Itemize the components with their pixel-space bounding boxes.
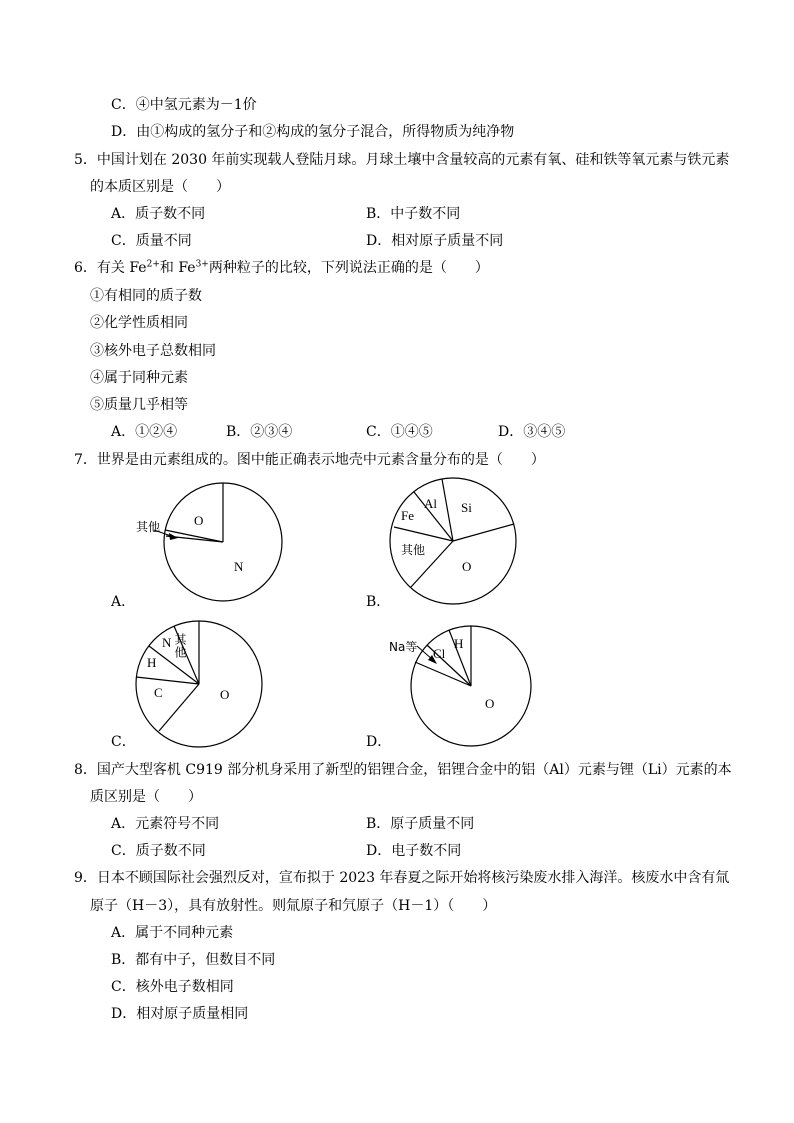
- pie-d-label-o: O: [485, 696, 495, 711]
- pie-a-label-other: 其他: [136, 520, 161, 534]
- q6-option-a: A．①②④: [111, 424, 178, 440]
- q8-stem-line2: 质区别是（ ）: [90, 789, 202, 805]
- q6-option-c: C．①④⑤: [366, 424, 433, 440]
- pie-a-label-n: N: [234, 559, 244, 574]
- pie-chart-c: [132, 616, 267, 751]
- q6-charge-3plus: 3+: [195, 259, 209, 270]
- q6-statement-4: ④属于同种元素: [90, 370, 188, 386]
- q6-charge-2plus: 2+: [146, 259, 160, 270]
- q6-stem-mid: 和 Fe: [159, 260, 196, 276]
- q7-stem: 7．世界是由元素组成的。图中能正确表示地壳中元素含量分布的是（ ）: [74, 452, 545, 468]
- pie-c-label-other: 其他: [173, 633, 187, 659]
- q5-option-a: A．质子数不同: [111, 206, 206, 222]
- q5-stem-line1: 5．中国计划在 2030 年前实现载人登陆月球。月球土壤中含量较高的元素有氧、硅和铁等氧元素与铁元素: [74, 152, 730, 168]
- pie-c-label-c: C: [154, 685, 163, 700]
- q8-option-b: B．原子质量不同: [366, 816, 475, 832]
- pie-chart-a: [130, 480, 310, 605]
- q5-option-d: D．相对原子质量不同: [366, 233, 504, 249]
- pie-a-label-o: O: [194, 513, 204, 528]
- q5-option-c: C．质量不同: [111, 233, 192, 249]
- q6-statement-3: ③核外电子总数相同: [90, 343, 216, 359]
- q9-option-d: D．相对原子质量相同: [111, 1006, 249, 1022]
- q8-option-a: A．元素符号不同: [111, 816, 220, 832]
- q5-stem-line2: 的本质区别是（ ）: [90, 179, 230, 195]
- pie-b-divider-5: [453, 524, 514, 541]
- q6-stem-pre: 6．有关 Fe: [74, 260, 147, 276]
- pie-b-label-si: Si: [461, 500, 472, 515]
- q8-option-c: C．质子数不同: [111, 843, 206, 859]
- q8-stem-line1: 8．国产大型客机 C919 部分机身采用了新型的铝锂合金，铝锂合金中的铝（Al）元素与锂（Li）元素的本: [74, 762, 732, 778]
- pie-d-label-cl: Cl: [433, 646, 446, 661]
- pie-b-label-al: Al: [424, 496, 437, 511]
- q6-statement-5: ⑤质量几乎相等: [90, 397, 188, 413]
- pie-c-divider-4: [136, 677, 199, 684]
- q7-option-a: A．: [111, 594, 136, 610]
- pie-c-label-h: H: [147, 655, 157, 670]
- q6-option-b: B．②③④: [226, 424, 293, 440]
- q6-statement-2: ②化学性质相同: [90, 315, 188, 331]
- pie-d-label-h: H: [454, 636, 464, 651]
- pie-b-label-o: O: [462, 559, 472, 574]
- q9-stem-line1: 9．日本不顾国际社会强烈反对，宣布拟于 2023 年春夏之际开始将核污染废水排入海洋。核废水中含有氚: [74, 870, 730, 886]
- q9-option-b: B．都有中子，但数目不同: [111, 952, 276, 968]
- q8-option-d: D．电子数不同: [366, 843, 462, 859]
- q7-option-b: B．: [366, 594, 391, 610]
- q6-statement-1: ①有相同的质子数: [90, 288, 202, 304]
- q6-stem: [74, 259, 489, 277]
- pie-b-label-other: 其他: [401, 543, 426, 557]
- pie-b-label-fe: Fe: [401, 508, 414, 523]
- pie-chart-d: [385, 620, 535, 750]
- q5-option-b: B．中子数不同: [366, 206, 461, 222]
- q9-option-c: C．核外电子数相同: [111, 979, 234, 995]
- q9-option-a: A．属于不同种元素: [111, 925, 234, 941]
- q6-stem-post: 两种粒子的比较，下列说法正确的是（ ）: [208, 260, 489, 276]
- q7-option-d: D．: [366, 734, 392, 750]
- pie-b-divider-1: [442, 479, 453, 541]
- pie-c-divider-5: [159, 684, 199, 731]
- pie-a-arrowhead: [169, 533, 178, 540]
- pie-c-label-o: O: [220, 687, 230, 702]
- q7-option-c: C．: [111, 734, 136, 750]
- pie-c-label-n: N: [162, 635, 172, 650]
- q6-option-d: D．③④⑤: [498, 424, 566, 440]
- pie-chart-b: [385, 474, 525, 609]
- q4-option-c: C．④中氢元素为－1价: [111, 97, 257, 113]
- pie-d-label-na-etc: Na等: [389, 640, 418, 654]
- q9-stem-line2: 原子（H－3），具有放射性。则氚原子和氕原子（H－1）（ ）: [90, 898, 497, 914]
- q4-option-d: D．由①构成的氢分子和②构成的氢分子混合，所得物质为纯净物: [111, 124, 515, 140]
